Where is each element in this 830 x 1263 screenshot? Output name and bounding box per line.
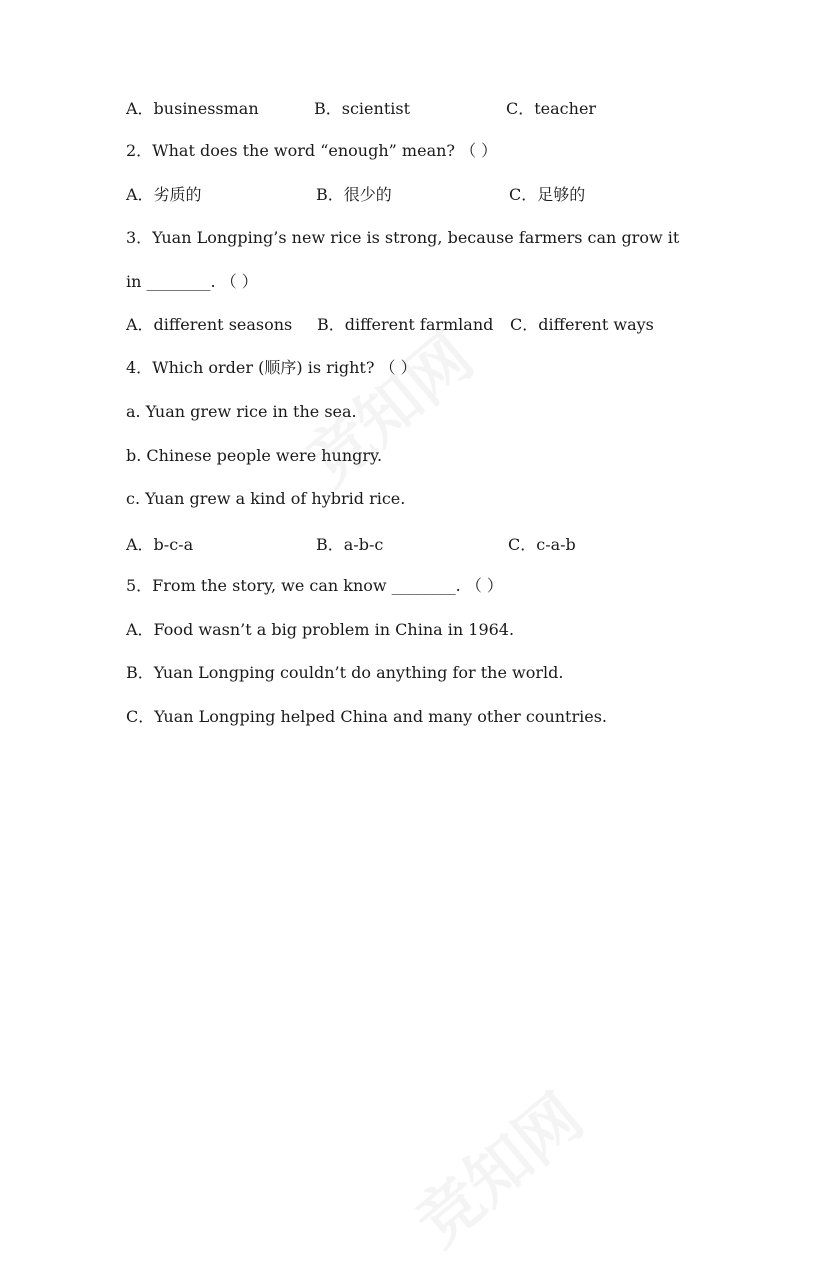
q4-option-a: A．b-c-a — [126, 535, 194, 554]
q5-stem: 5．From the story, we can know ________. （ ） — [126, 576, 503, 595]
q2-option-c: C．足够的 — [509, 185, 586, 204]
watermark-bottom — [393, 1069, 599, 1263]
q4-item-b: b. Chinese people were hungry. — [126, 446, 383, 465]
q5-option-b: B．Yuan Longping couldn’t do anything for the world. — [126, 663, 564, 682]
q2-option-a: A．劣质的 — [126, 185, 202, 204]
q2-option-b: B．很少的 — [316, 185, 392, 204]
q4-item-a: a. Yuan grew rice in the sea. — [126, 402, 357, 421]
q5-option-a: A．Food wasn’t a big problem in China in 1964. — [126, 620, 515, 639]
q1-option-c: C．teacher — [506, 99, 597, 118]
q3-option-b: B．different farmland — [317, 315, 494, 334]
q4-item-c: c. Yuan grew a kind of hybrid rice. — [126, 489, 406, 508]
q1-option-a: A．businessman — [126, 99, 259, 118]
q3-stem-line1: 3．Yuan Longping’s new rice is strong, because farmers can grow it — [126, 228, 680, 247]
q3-option-a: A．different seasons — [126, 315, 293, 334]
q4-stem: 4．Which order (顺序) is right? （ ） — [126, 358, 417, 377]
q4-option-c: C．c-a-b — [508, 535, 576, 554]
q2-stem: 2．What does the word “enough” mean? （ ） — [126, 141, 498, 160]
q3-option-c: C．different ways — [510, 315, 654, 334]
q3-stem-line2: in ________. （ ） — [126, 272, 258, 291]
q1-option-b: B．scientist — [314, 99, 411, 118]
q4-option-b: B．a-b-c — [316, 535, 384, 554]
q5-option-c: C．Yuan Longping helped China and many other countries. — [126, 707, 608, 726]
